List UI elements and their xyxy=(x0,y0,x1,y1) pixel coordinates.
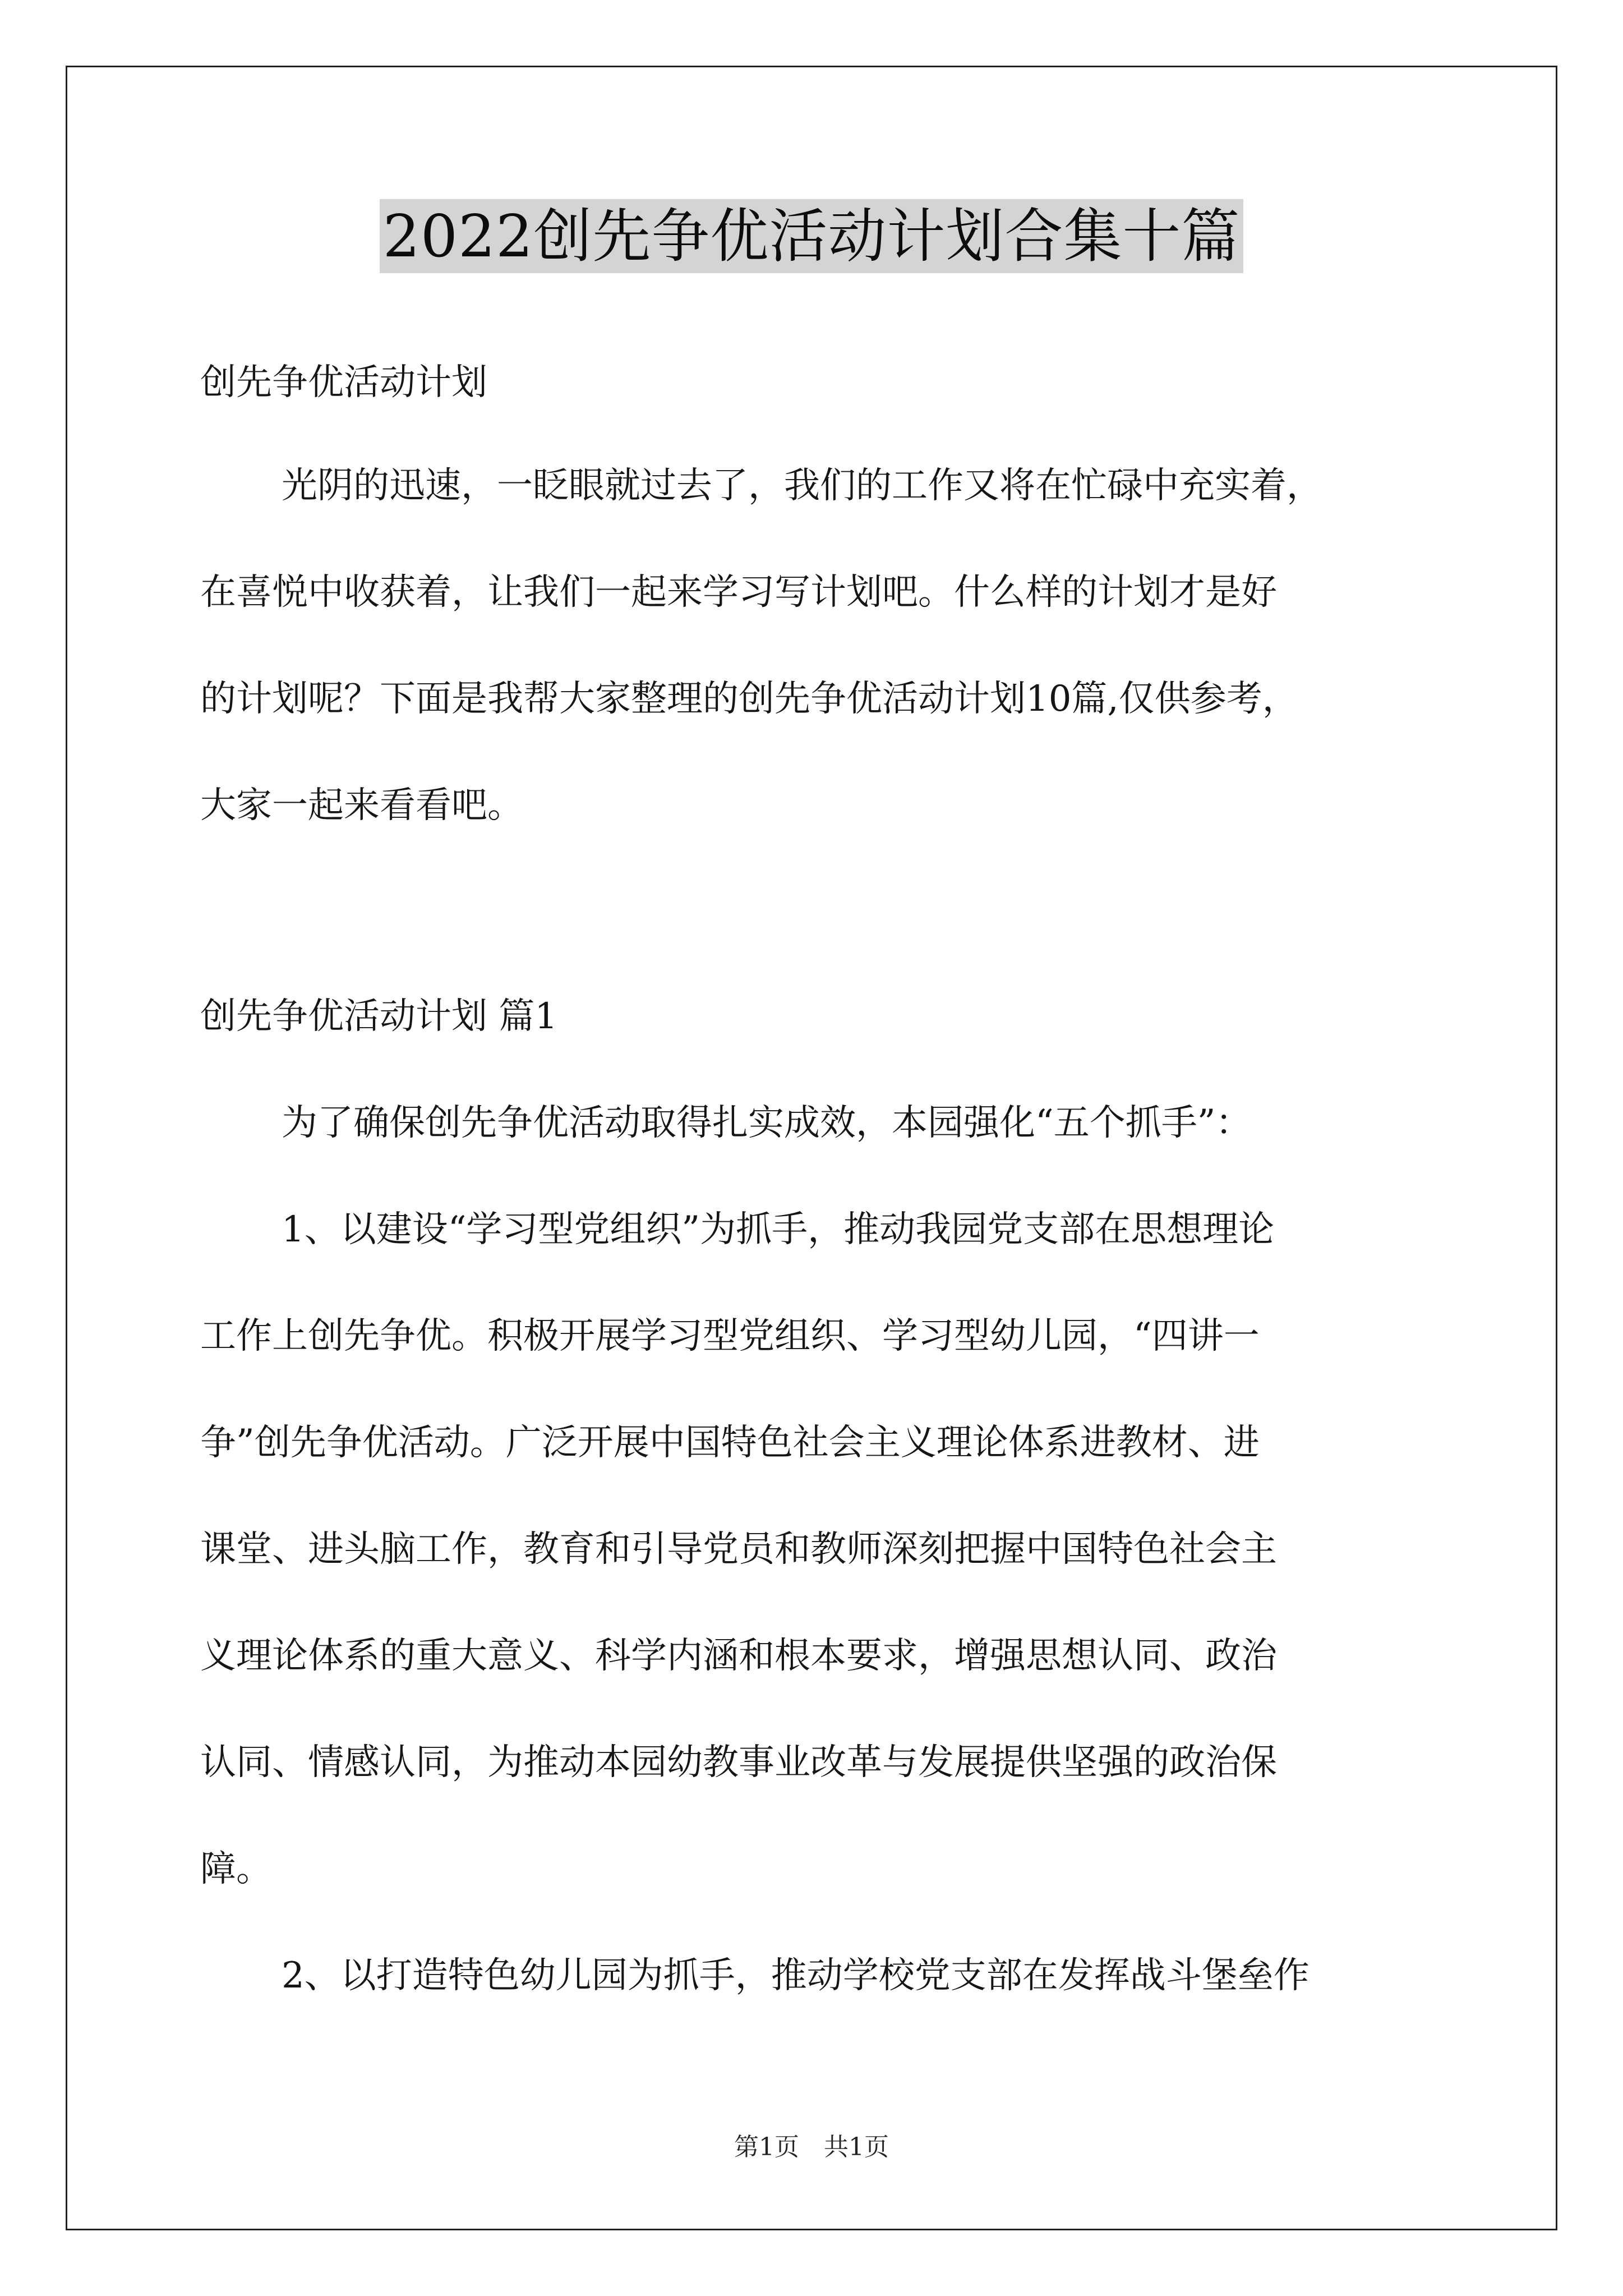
body-line: 障。 xyxy=(200,1848,272,1890)
section-heading: 创先争优活动计划 篇1 xyxy=(200,996,558,1037)
body-line: 认同、情感认同，为推动本园幼教事业改革与发展提供坚强的政治保 xyxy=(200,1742,1277,1783)
body-line: 1、以建设“学习型党组织”为抓手，推动我园党支部在思想理论 xyxy=(282,1209,1275,1250)
page-footer: 第1页 共1页 xyxy=(734,2133,889,2161)
intro-line: 大家一起来看看吧。 xyxy=(200,785,523,826)
body-line: 工作上创先争优。积极开展学习型党组织、学习型幼儿园，“四讲一 xyxy=(200,1315,1260,1357)
intro-line: 光阴的迅速，一眨眼就过去了，我们的工作又将在忙碌中充实着， xyxy=(282,465,1322,507)
body-line: 课堂、进头脑工作，教育和引导党员和教师深刻把握中国特色社会主 xyxy=(200,1529,1277,1570)
body-line: 为了确保创先争优活动取得扎实成效，本园强化“五个抓手”： xyxy=(282,1102,1252,1144)
body-line: 2、以打造特色幼儿园为抓手，推动学校党支部在发挥战斗堡垒作 xyxy=(282,1955,1310,1996)
intro-line: 在喜悦中收获着，让我们一起来学习写计划吧。什么样的计划才是好 xyxy=(200,572,1277,613)
document-title: 2022创先争优活动计划合集十篇 xyxy=(380,199,1244,273)
body-line: 争”创先争优活动。广泛开展中国特色社会主义理论体系进教材、进 xyxy=(200,1422,1260,1464)
intro-line: 的计划呢？下面是我帮大家整理的创先争优活动计划10篇,仅供参考， xyxy=(200,678,1298,720)
intro-heading: 创先争优活动计划 xyxy=(200,362,487,403)
title-container xyxy=(0,199,1623,273)
body-line: 义理论体系的重大意义、科学内涵和根本要求，增强思想认同、政治 xyxy=(200,1635,1277,1677)
